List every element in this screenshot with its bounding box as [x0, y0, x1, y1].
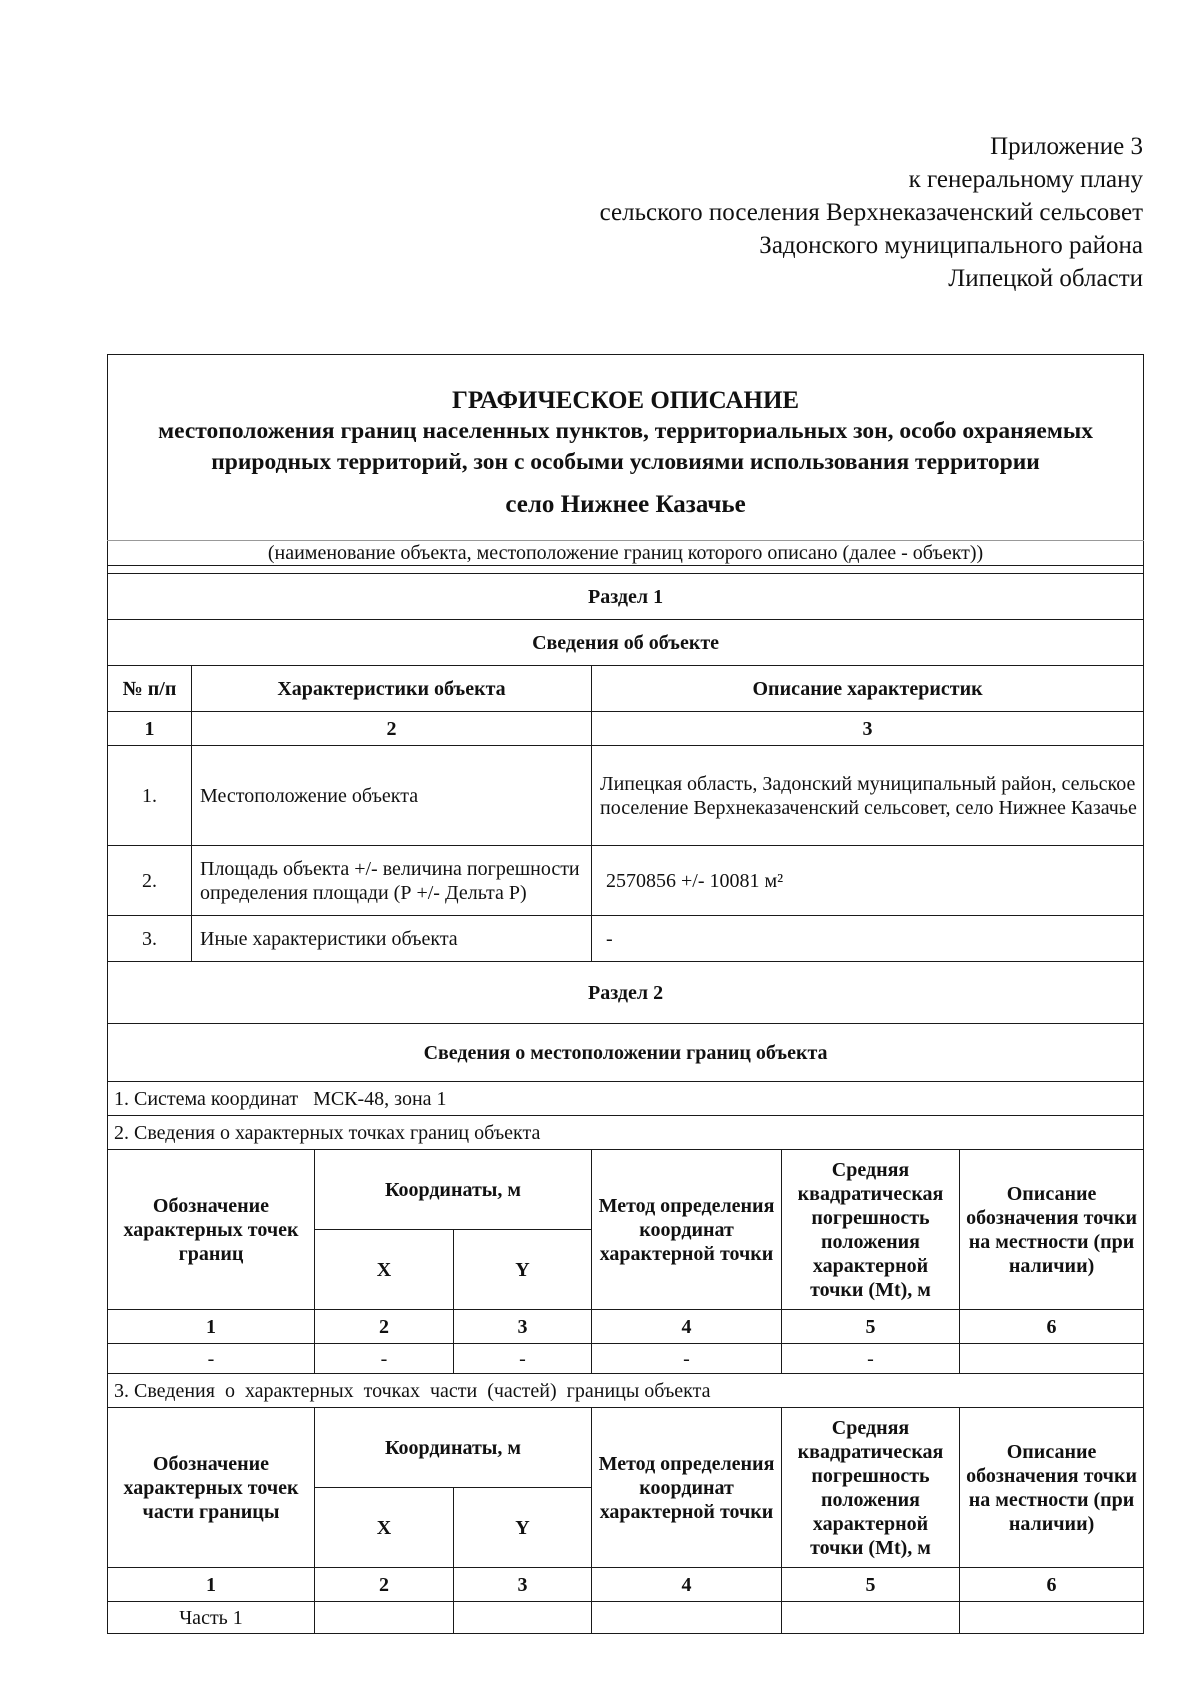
cell [960, 1602, 1144, 1634]
section2-heading: Раздел 2 [108, 962, 1144, 1024]
col-method: Метод определения координат характерной точки [592, 1150, 782, 1310]
spacer-row [108, 566, 1144, 574]
table-row [108, 746, 1144, 846]
col-designation: Обозначение характерных точек части границы [108, 1408, 315, 1568]
col-point-description: Описание обозначения точки на местности (при наличии) [960, 1408, 1144, 1568]
cell: - [782, 1344, 960, 1374]
title-block [108, 355, 1144, 541]
cell [592, 1602, 782, 1634]
col-x: X [315, 1230, 454, 1310]
col-number: 6 [960, 1310, 1144, 1344]
row-characteristic: Местоположение объекта [192, 746, 592, 846]
col-number: 1 [108, 1568, 315, 1602]
col-x: X [315, 1488, 454, 1568]
object-caption: (наименование объекта, местоположение границ которого описано (далее - объект)) [108, 541, 1144, 566]
col-point-description: Описание обозначения точки на местности (при наличии) [960, 1150, 1144, 1310]
table-row [108, 846, 1144, 916]
col-number: 1 [108, 712, 192, 746]
appendix-line: Липецкой области [948, 265, 1143, 292]
col-number: 5 [782, 1568, 960, 1602]
coord-system-row [108, 1082, 1144, 1116]
col-number: 4 [592, 1568, 782, 1602]
cell [960, 1344, 1144, 1374]
row-description: 2570856 +/- 10081 м² [592, 846, 1144, 916]
appendix-line: Задонского муниципального района [759, 232, 1143, 259]
table-row [108, 1344, 1144, 1374]
document-subtitle: местоположения границ населенных пунктов, территориальных зон, особо охраняемых природных территорий, зон с особыми условиями использования территории [158, 417, 1093, 475]
row-characteristic: Площадь объекта +/- величина погрешности определения площади (Р +/- Дельта Р) [192, 846, 592, 916]
object-name: село Нижнее Казачье [505, 490, 746, 518]
cell: - [592, 1344, 782, 1374]
section2-subheading: Сведения о местоположении границ объекта [108, 1024, 1144, 1082]
col-number: 3 [454, 1310, 592, 1344]
col-y: Y [454, 1230, 592, 1310]
row-num: 3. [108, 916, 192, 962]
col-number: 5 [782, 1310, 960, 1344]
row-characteristic: Иные характеристики объекта [192, 916, 592, 962]
col-method: Метод определения координат характерной точки [592, 1408, 782, 1568]
cell: - [454, 1344, 592, 1374]
section1-subheading: Сведения об объекте [108, 620, 1144, 666]
col-error: Средняя квадратическая погрешность положения характерной точки (Мt), м [782, 1408, 960, 1568]
cell [315, 1602, 454, 1634]
col-header-description: Описание характеристик [592, 666, 1144, 712]
appendix-line: к генеральному плану [908, 166, 1143, 193]
col-number: 2 [315, 1310, 454, 1344]
coord-system-value: МСК-48, зона 1 [313, 1087, 447, 1110]
coord-system-label: 1. Система координат [114, 1087, 299, 1110]
appendix-line: Приложение 3 [990, 133, 1143, 160]
col-number: 3 [592, 712, 1144, 746]
col-number: 6 [960, 1568, 1144, 1602]
points-title: 2. Сведения о характерных точках границ объекта [108, 1116, 1144, 1150]
cell: - [315, 1344, 454, 1374]
appendix-header [600, 130, 1143, 295]
col-coords: Координаты, м [315, 1150, 592, 1230]
col-y: Y [454, 1488, 592, 1568]
table-row [108, 1602, 1144, 1634]
col-number: 2 [315, 1568, 454, 1602]
col-number: 4 [592, 1310, 782, 1344]
cell [782, 1602, 960, 1634]
row-num: 2. [108, 846, 192, 916]
col-error: Средняя квадратическая погрешность положения характерной точки (Мt), м [782, 1150, 960, 1310]
row-description: Липецкая область, Задонский муниципальный район, сельское поселение Верхнеказаченский сельсовет, село Нижнее Казачье [592, 746, 1144, 846]
col-number: 2 [192, 712, 592, 746]
appendix-line: сельского поселения Верхнеказаченский сельсовет [599, 199, 1143, 226]
col-number: 3 [454, 1568, 592, 1602]
cell [454, 1602, 592, 1634]
document-title: ГРАФИЧЕСКОЕ ОПИСАНИЕ [452, 386, 800, 414]
col-header-characteristic: Характеристики объекта [192, 666, 592, 712]
graphic-description-table [107, 354, 1144, 1634]
col-coords: Координаты, м [315, 1408, 592, 1488]
row-num: 1. [108, 746, 192, 846]
col-number: 1 [108, 1310, 315, 1344]
part-label: Часть 1 [108, 1602, 315, 1634]
section1-heading: Раздел 1 [108, 574, 1144, 620]
table-row [108, 916, 1144, 962]
col-header-num: № п/п [108, 666, 192, 712]
col-designation: Обозначение характерных точек границ [108, 1150, 315, 1310]
cell: - [108, 1344, 315, 1374]
row-description: - [592, 916, 1144, 962]
parts-title: 3. Сведения о характерных точках части (частей) границы объекта [108, 1374, 1144, 1408]
